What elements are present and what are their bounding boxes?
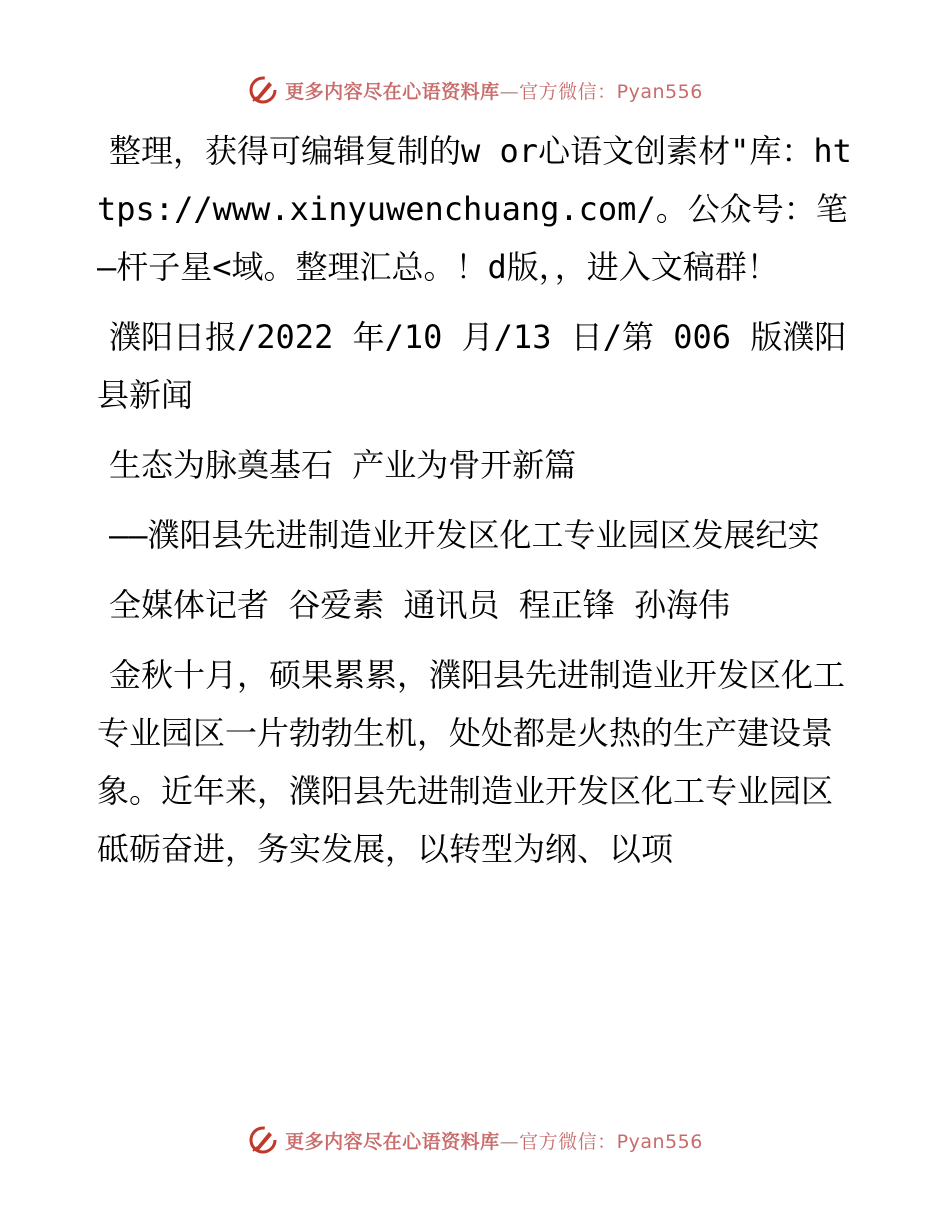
header-banner-text <box>285 77 703 104</box>
footer-banner-separator: — <box>499 1130 520 1153</box>
header-banner-separator: — <box>499 80 520 103</box>
header-banner <box>0 70 950 110</box>
article-subtitle: ——濮阳县先进制造业开发区化工专业园区发展纪实 <box>109 516 820 554</box>
document-body <box>97 122 859 890</box>
footer-banner-main: 更多内容尽在心语资料库 <box>285 1130 500 1153</box>
quill-logo-icon <box>247 74 279 106</box>
header-banner-wechat: 官方微信：Pyan556 <box>519 80 703 103</box>
body-paragraph: 金秋十月，硕果累累，濮阳县先进制造业开发区化工专业园区一片勃勃生机，处处都是火热的生产建设景象。近年来，濮阳县先进制造业开发区化工专业园区砥砺奋进，务实发展，以转型为纲、以项 <box>97 656 846 868</box>
footer-banner-wechat: 官方微信：Pyan556 <box>519 1130 703 1153</box>
intro-paragraph: 整理，获得可编辑复制的w or心语文创素材"库：https://www.xinyuwenchuang.com/。公众号：笔—杆子星<域。整理汇总。！d版，，进入文稿群！ <box>97 132 852 286</box>
byline: 全媒体记者 谷爱素 通讯员 程正锋 孙海伟 <box>109 586 731 624</box>
quill-logo-icon <box>247 1124 279 1156</box>
article-title: 生态为脉奠基石 产业为骨开新篇 <box>109 446 577 484</box>
footer-banner-text <box>285 1127 703 1154</box>
footer-banner <box>0 1120 950 1160</box>
source-line: 濮阳日报/2022 年/10 月/13 日/第 006 版濮阳县新闻 <box>97 318 847 414</box>
header-banner-main: 更多内容尽在心语资料库 <box>285 80 500 103</box>
